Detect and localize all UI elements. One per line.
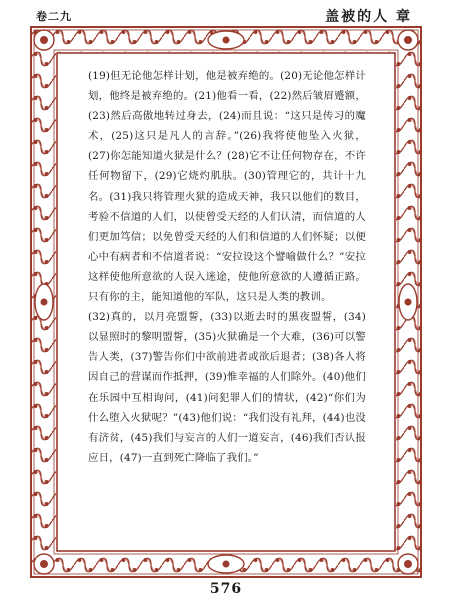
- verse-text: [88, 66, 366, 554]
- paragraph: (19)但无论他怎样计划，他是被弃绝的。(20)无论他怎样计划，他终是被弃绝的。(21)他看一看，(22)然后皱眉蹙额，(23)然后高傲地转过身去，(24)而且说：“这只是传习的魔术，(25)这只是凡人的言辞。”(26)我将使他坠入火狱，(27)你怎能知道火狱是什么？(28)它不让任何物存在，不许任何物留下，(29)它烧灼肌肤。(30)管理它的，共计十九名。(31)我只将管理火狱的造成天神，我只以他们的数目，考验不信道的人们，以使曾受天经的人们认清，而信道的人们更加笃信；以免曾受天经的人们和信道的人们怀疑；以便心中有病者和不信道者说：“安拉设这个譬喻做什么？”安拉这样使他所意欲的人误入迷途，使他所意欲的人遵循正路。只有你的主，能知道他的军队，这只是人类的教训。: [88, 70, 366, 304]
- chapter-title: 盖被的人 章: [325, 9, 412, 25]
- volume-label: 卷二九: [36, 10, 72, 23]
- page-number: 576: [209, 581, 243, 597]
- paragraph: (32)真的，以月亮盟誓，(33)以逝去时的黑夜盟誓，(34)以显照时的黎明盟誓，(35)火狱确是一个大难，(36)可以警告人类，(37)警告你们中欲前进者或欲后退者；(38)各人将因自己的营谋而作抵押，(39)惟幸福的人们除外。(40)他们在乐园中互相询问，(41)问犯罪人们的情状，(42)“你们为什么堕入火狱呢？”(43)他们说：“我们没有礼拜，(44)也没有济贫，(45)我们与妄言的人们一道妄言，(46)我们否认报应日，(47)一直到死亡降临了我们。”: [88, 311, 366, 464]
